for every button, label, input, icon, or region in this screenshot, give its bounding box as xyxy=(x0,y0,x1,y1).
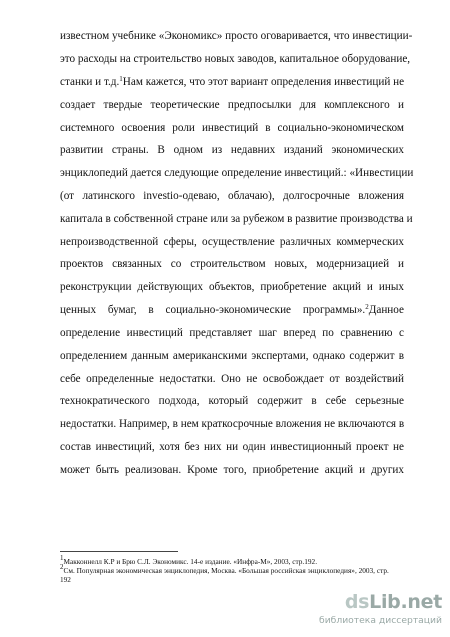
footnote-1 xyxy=(60,554,318,566)
text-line: технократического подхода, который содержит в себе серьезные xyxy=(60,395,404,407)
footnote-number: 2 xyxy=(60,563,64,571)
logo-part-ds: ds xyxy=(344,591,370,613)
text-line: реконструкции действующих объектов, приобретение акций и иных xyxy=(60,281,404,293)
dslib-watermark-logo xyxy=(319,591,442,631)
text-line: это расходы на строительство новых заводов, капитальное оборудование, xyxy=(60,53,411,65)
text-line: себе определенные недостатки. Оно не освобождает от воздействий xyxy=(60,373,404,385)
logo-wordmark xyxy=(345,591,442,613)
text-line: создает твердые теоретические предпосылки для комплексного и xyxy=(60,99,404,111)
text-line: проектов связанных со строительством новых, модернизацией и xyxy=(60,258,404,270)
text-line: капитала в собственной стране или за рубежом в развитие производства и xyxy=(60,213,413,225)
text-line: недостатки. Например, в нем краткосрочные вложения не включаются в xyxy=(60,418,405,430)
text-line: состав инвестиций, хотя без них ни один инвестиционный проект не xyxy=(60,441,404,453)
text-line: известном учебнике «Экономикс» просто оговаривается, что инвестиции- xyxy=(60,30,413,42)
text-line: развитии страны. В одном из недавних изданий экономических xyxy=(60,144,404,156)
footnote-2-continued: 192 xyxy=(60,575,71,584)
text-line-with-footnote xyxy=(60,76,404,89)
text-line-with-footnote xyxy=(60,304,404,317)
logo-part-lib: Lib.net xyxy=(369,591,442,613)
text-line: определением данным американскими экспертами, однако содержит в xyxy=(60,350,404,362)
text-line: определение инвестиций представляет шаг вперед по сравнению с xyxy=(60,327,404,339)
footnote-text: См. Популярная экономическая энциклопедия, Москва. «Большая российская энциклопедия», 2003, стр. xyxy=(63,566,389,575)
footnote-2 xyxy=(60,563,389,575)
text-line: может быть реализован. Кроме того, приобретение акций и других xyxy=(60,464,404,476)
footnote-mark: 1 xyxy=(119,75,123,83)
text-line: (от латинского investio-одеваю, облачаю), долгосрочные вложения xyxy=(60,190,404,202)
footnote-number: 1 xyxy=(60,554,64,562)
logo-tagline: библиотека диссертаций xyxy=(319,615,442,626)
text-fragment: Данное xyxy=(368,304,404,316)
text-fragment: станки и т.д. xyxy=(60,76,120,88)
text-fragment: ценных бумаг, в социально-экономические программы». xyxy=(60,304,366,316)
footnote-mark: 2 xyxy=(365,303,369,311)
text-line: энциклопедий дается следующие определение инвестиций.: «Инвестиции xyxy=(60,167,414,179)
text-line: непроизводственной сферы, осуществление различных коммерческих xyxy=(60,236,404,248)
text-fragment: Нам кажется, что этот вариант определения инвестиций не xyxy=(122,76,405,88)
text-line: системного освоения роли инвестиций в социально-экономическом xyxy=(60,122,404,134)
footnote-text: Макконнелл К.Р и Брю С.Л. Экономикс. 14-е издание. «Инфра-М», 2003, стр.192. xyxy=(63,557,318,566)
footnote-separator xyxy=(60,551,178,552)
